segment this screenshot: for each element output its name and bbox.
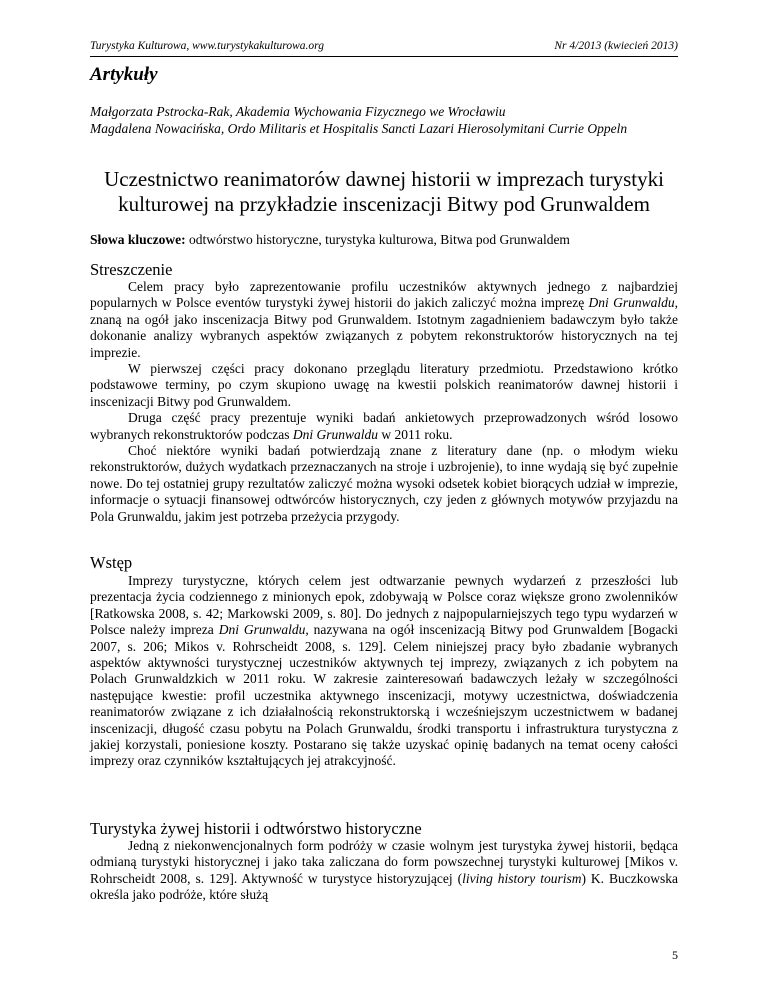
paragraph: Druga część pracy prezentuje wyniki badań ankietowych przeprowadzonych wśród losowo wybranych rekonstruktorów podczas Dni Grunwaldu w 2011 roku. [90,410,678,442]
author-line: Małgorzata Pstrocka-Rak, Akademia Wychowania Fizycznego we Wrocławiu [90,104,506,119]
paragraph: W pierwszej części pracy dokonano przeglądu literatury przedmiotu. Przedstawiono krótko podstawowe terminy, po czym skupiono uwagę na kwestii polskich reanimatorów dawnej historii i inscenizacji Bitwy pod Grunwaldem. [90,361,678,409]
abstract-body [90,279,678,525]
keywords-value: odtwórstwo historyczne, turystyka kulturowa, Bitwa pod Grunwaldem [189,232,570,247]
paragraph: Imprezy turystyczne, których celem jest odtwarzanie pewnych wydarzeń z przeszłości lub prezentacja życia codziennego z minionych epok, zdobywają w Polsce coraz większe grono zwolenników [Ratkowska 2008, s. 42; Markowski 2009, s. 80]. Do jednych z najpopularniejszych tego typu wydarzeń w Polsce należy impreza Dni Grunwaldu, nazywana na ogół inscenizacją Bitwy pod Grunwaldem [Bogacki 2007, s. 206; Mikos v. Rohrscheidt 2008, s. 129]. Celem niniejszej pracy było zbadanie wybranych aspektów aktywności turystycznej uczestników aktywnych tej imprezy, związanych z ich pobytem na Polach Grunwaldzkich w 2011 roku. W zakresie zainteresowań badawczych leżały w szczególności następujące kwestie: profil uczestnika aktywnego inscenizacji, motywy uczestnictwa, doświadczenia reanimatorów związane z ich działalnością rekonstruktorską i wcześniejszym uczestnictwem w badanej inscenizacji, długość czasu pobytu na Polach Grunwaldu, środki transportu i infrastruktura turystyczna z jakiej korzystali, poniesione koszty. Postarano się także uzyskać opinię badanych na temat oceny całości imprezy oraz czynników kształtujących jej atrakcyjność. [90,573,678,769]
paragraph: Choć niektóre wyniki badań potwierdzają znane z literatury dane (np. o młodym wieku rekonstruktorów, dużych wydatkach przeznaczanych na stroje i uzbrojenie), to inne wydają się być zupełnie nowe. Do tej ostatniej grupy rezultatów zaliczyć można wysoki odsetek kobiet biorących udział w imprezie, informacje o sytuacji finansowej odtwórców historycznych, czy jeden z głównych motywów przyjazdu na Pola Grunwaldu, jakim jest potrzeba przeżycia przygody. [90,443,678,524]
authors [90,103,678,137]
keywords-label: Słowa kluczowe: [90,232,186,247]
abstract-heading: Streszczenie [90,260,173,279]
page-number: 5 [672,948,678,962]
section-label: Artykuły [90,64,158,85]
intro-heading: Wstęp [90,553,133,572]
paragraph: Celem pracy było zaprezentowanie profilu uczestników aktywnych jednego z najbardziej popularnych w Polsce eventów turystyki żywej historii do jakich zaliczyć można imprezę Dni Grunwaldu, znaną na ogół jako inscenizacja Bitwy pod Grunwaldem. Istotnym zagadnieniem badawczym było także dokonanie analizy wybranych aspektów związanych z pobytem rekonstruktorów historycznych na tej imprezie. [90,279,678,360]
keywords [90,232,678,248]
document-page [90,0,678,994]
journal-name: Turystyka Kulturowa, www.turystykakulturowa.org [90,40,324,52]
living-history-heading: Turystyka żywej historii i odtwórstwo historyczne [90,819,422,838]
living-history-body [90,838,678,904]
running-header [90,38,678,57]
author-line: Magdalena Nowacińska, Ordo Militaris et Hospitalis Sancti Lazari Hierosolymitani Currie Oppeln [90,121,628,136]
issue-number: Nr 4/2013 (kwiecień 2013) [554,40,678,52]
paragraph: Jedną z niekonwencjonalnych form podróży w czasie wolnym jest turystyka żywej historii, będąca odmianą turystyki historycznej i jako taka zaliczana do form powszechnej turystyki kulturowej [Mikos v. Rohrscheidt 2008, s. 129]. Aktywność w turystyce historyzującej (living history tourism) K. Buczkowska określa jako podróże, które służą [90,838,678,903]
intro-body [90,573,678,770]
article-title: Uczestnictwo reanimatorów dawnej historii w imprezach turystyki kulturowej na przykładzie inscenizacji Bitwy pod Grunwaldem [104,167,664,216]
